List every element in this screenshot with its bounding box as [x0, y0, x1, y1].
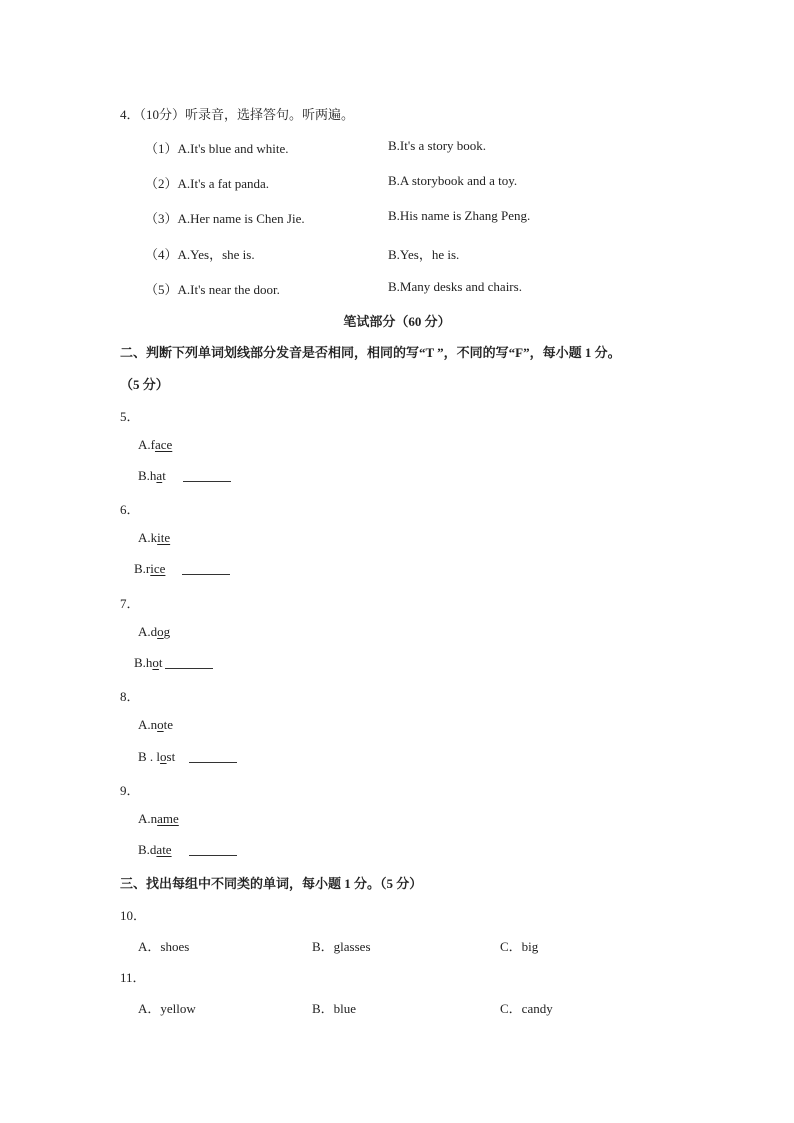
q4-item-4-option-b: B.Yes，he is.	[388, 247, 460, 262]
question-5-number: 5．	[120, 409, 140, 424]
q4-item-1-option-b: B.It's a story book.	[388, 138, 487, 153]
q8-word-a: A.note	[138, 717, 174, 732]
q4-item-1-option-a: （1）A.It's blue and white.	[145, 141, 289, 156]
section-3-instructions: 三、找出每组中不同类的单词，每小题 1 分。（5 分）	[120, 876, 423, 891]
q5-word-a: A.face	[138, 437, 173, 452]
question-4-title: 4．（10分）听录音，选择答句。听两遍。	[120, 107, 355, 122]
q7-word-a: A.dog	[138, 624, 171, 639]
q7-word-b: B.hot	[134, 655, 163, 670]
q4-item-2-option-b: B.A storybook and a toy.	[388, 173, 518, 188]
q9-answer-blank[interactable]	[189, 843, 237, 856]
question-10-number: 10．	[120, 908, 147, 923]
q8-answer-blank[interactable]	[189, 750, 237, 763]
question-8-number: 8．	[120, 689, 140, 704]
q6-word-a: A.kite	[138, 530, 171, 545]
q5-word-b: B.hat	[138, 468, 166, 483]
q11-option-b: B．blue	[312, 1001, 357, 1016]
question-7-number: 7．	[120, 596, 140, 611]
question-6-number: 6．	[120, 502, 140, 517]
q4-item-3-option-a: （3）A.Her name is Chen Jie.	[145, 211, 305, 226]
written-part-heading: 笔试部分（60 分）	[343, 314, 451, 329]
q6-word-b: B.rice	[134, 561, 166, 576]
question-9-number: 9．	[120, 783, 140, 798]
q8-word-b: B . lost	[138, 749, 176, 764]
q6-answer-blank[interactable]	[182, 562, 230, 575]
q9-word-b: B.date	[138, 842, 172, 857]
section-2-instructions: 二、判断下列单词划线部分发音是否相同，相同的写“T ”，不同的写“F”，每小题 1 分。	[120, 345, 621, 360]
question-11-number: 11．	[120, 970, 146, 985]
q10-option-b: B．glasses	[312, 939, 371, 954]
q7-answer-blank[interactable]	[165, 656, 213, 669]
section-2-points: （5 分）	[120, 377, 169, 392]
q9-word-a: A.name	[138, 811, 179, 826]
q5-answer-blank[interactable]	[183, 469, 231, 482]
q4-item-2-option-a: （2）A.It's a fat panda.	[145, 176, 270, 191]
q10-option-c: C．big	[500, 939, 539, 954]
q4-item-3-option-b: B.His name is Zhang Peng.	[388, 208, 531, 223]
q4-item-5-option-a: （5）A.It's near the door.	[145, 282, 280, 297]
q4-item-4-option-a: （4）A.Yes，she is.	[145, 247, 255, 262]
q4-item-5-option-b: B.Many desks and chairs.	[388, 279, 522, 294]
q10-option-a: A．shoes	[138, 939, 190, 954]
q11-option-c: C．candy	[500, 1001, 553, 1016]
q11-option-a: A．yellow	[138, 1001, 196, 1016]
